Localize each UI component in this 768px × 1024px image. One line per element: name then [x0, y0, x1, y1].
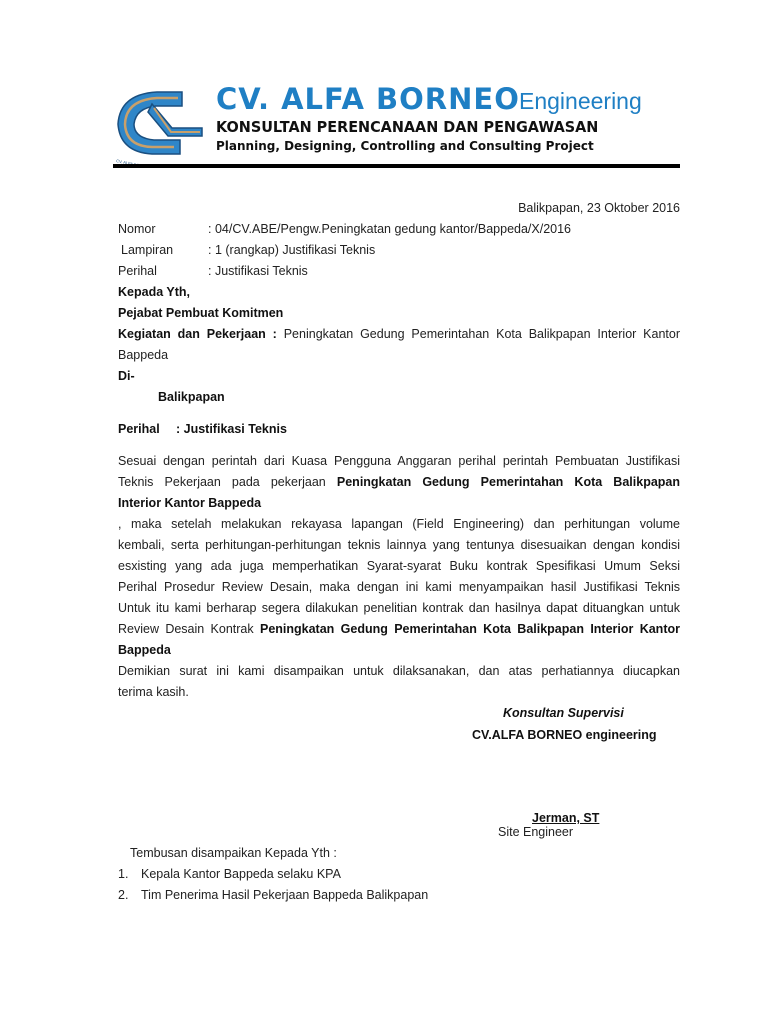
- meta-value-perihal: : Justifikasi Teknis: [208, 264, 308, 278]
- body-line: [118, 472, 680, 493]
- recipient-activity: [118, 324, 680, 345]
- body-line: esxisting yang ada juga memperhatikan Syarat-syarat Buku kontrak Spesifikasi Umum Seksi: [118, 559, 680, 573]
- cc-item-number: 2.: [118, 888, 129, 902]
- company-tagline: Planning, Designing, Controlling and Consulting Project: [216, 139, 594, 153]
- project-name: Peningkatan Gedung Pemerintahan Kota Balikpapan: [336, 475, 680, 489]
- body-line: , maka setelah melakukan rekayasa lapangan (Field Engineering) dan perhitungan volume: [118, 517, 680, 531]
- body-line: Perihal Prosedur Review Desain, maka dengan ini kami menyampaikan hasil Justifikasi Teknis: [118, 580, 680, 594]
- body-line: Demikian surat ini kami disampaikan untuk dilaksanakan, dan atas perhatiannya diucapkan: [118, 664, 680, 678]
- activity-value-cont: Bappeda: [118, 348, 169, 362]
- cc-heading: Tembusan disampaikan Kepada Yth :: [130, 846, 337, 860]
- company-name: CV. ALFA BORNEO: [216, 82, 520, 116]
- body-text: Review Desain Kontrak: [118, 622, 254, 636]
- signature-company: CV.ALFA BORNEO engineering: [472, 728, 657, 742]
- subject-label: Perihal: [118, 422, 160, 436]
- body-text: Teknis Pekerjaan pada pekerjaan: [118, 475, 326, 489]
- signature-name: Jerman, ST: [532, 811, 600, 825]
- meta-label-nomor: Nomor: [118, 222, 156, 236]
- body-line: Bappeda: [118, 643, 171, 657]
- body-line: [118, 619, 680, 640]
- letter-date: Balikpapan, 23 Oktober 2016: [518, 201, 680, 215]
- activity-label: Kegiatan dan Pekerjaan :: [118, 327, 277, 341]
- company-logo: [112, 84, 212, 168]
- cc-item: Tim Penerima Hasil Pekerjaan Bappeda Balikpapan: [141, 888, 429, 902]
- meta-value-lampiran: : 1 (rangkap) Justifikasi Teknis: [208, 243, 376, 257]
- company-suffix: Engineering: [519, 88, 642, 114]
- activity-value: Peningkatan Gedung Pemerintahan Kota Balikpapan Interior Kantor: [283, 327, 680, 341]
- body-line: kembali, serta perhitungan-perhitungan teknis lainnya yang tentunya disesuaikan dengan kondisi: [118, 538, 680, 552]
- project-name: Peningkatan Gedung Pemerintahan Kota Balikpapan Interior Kantor: [259, 622, 680, 636]
- company-subtitle: KONSULTAN PERENCANAAN DAN PENGAWASAN: [216, 118, 599, 136]
- recipient-di: Di-: [118, 369, 135, 383]
- recipient-name: Pejabat Pembuat Komitmen: [118, 306, 284, 320]
- meta-label-perihal: Perihal: [118, 264, 157, 278]
- meta-label-lampiran: Lampiran: [121, 243, 174, 257]
- recipient-greeting: Kepada Yth,: [118, 285, 191, 299]
- meta-value-nomor: : 04/CV.ABE/Pengw.Peningkatan gedung kantor/Bappeda/X/2016: [208, 222, 572, 236]
- signature-title: Site Engineer: [498, 825, 574, 839]
- subject-value: : Justifikasi Teknis: [176, 422, 287, 436]
- cc-item-number: 1.: [118, 867, 129, 881]
- body-line: Interior Kantor Bappeda: [118, 496, 262, 510]
- cc-item: Kepala Kantor Bappeda selaku KPA: [141, 867, 341, 881]
- signature-role: Konsultan Supervisi: [503, 706, 624, 720]
- body-line: Untuk itu kami berharap segera dilakukan penelitian kontrak dan hasilnya dapat dituangkan untuk: [118, 601, 680, 615]
- recipient-city: Balikpapan: [158, 390, 225, 404]
- header-divider: [113, 164, 680, 168]
- body-line: Sesuai dengan perintah dari Kuasa Pengguna Anggaran perihal perintah Pembuatan Justifikasi: [118, 454, 680, 468]
- body-line: terima kasih.: [118, 685, 189, 699]
